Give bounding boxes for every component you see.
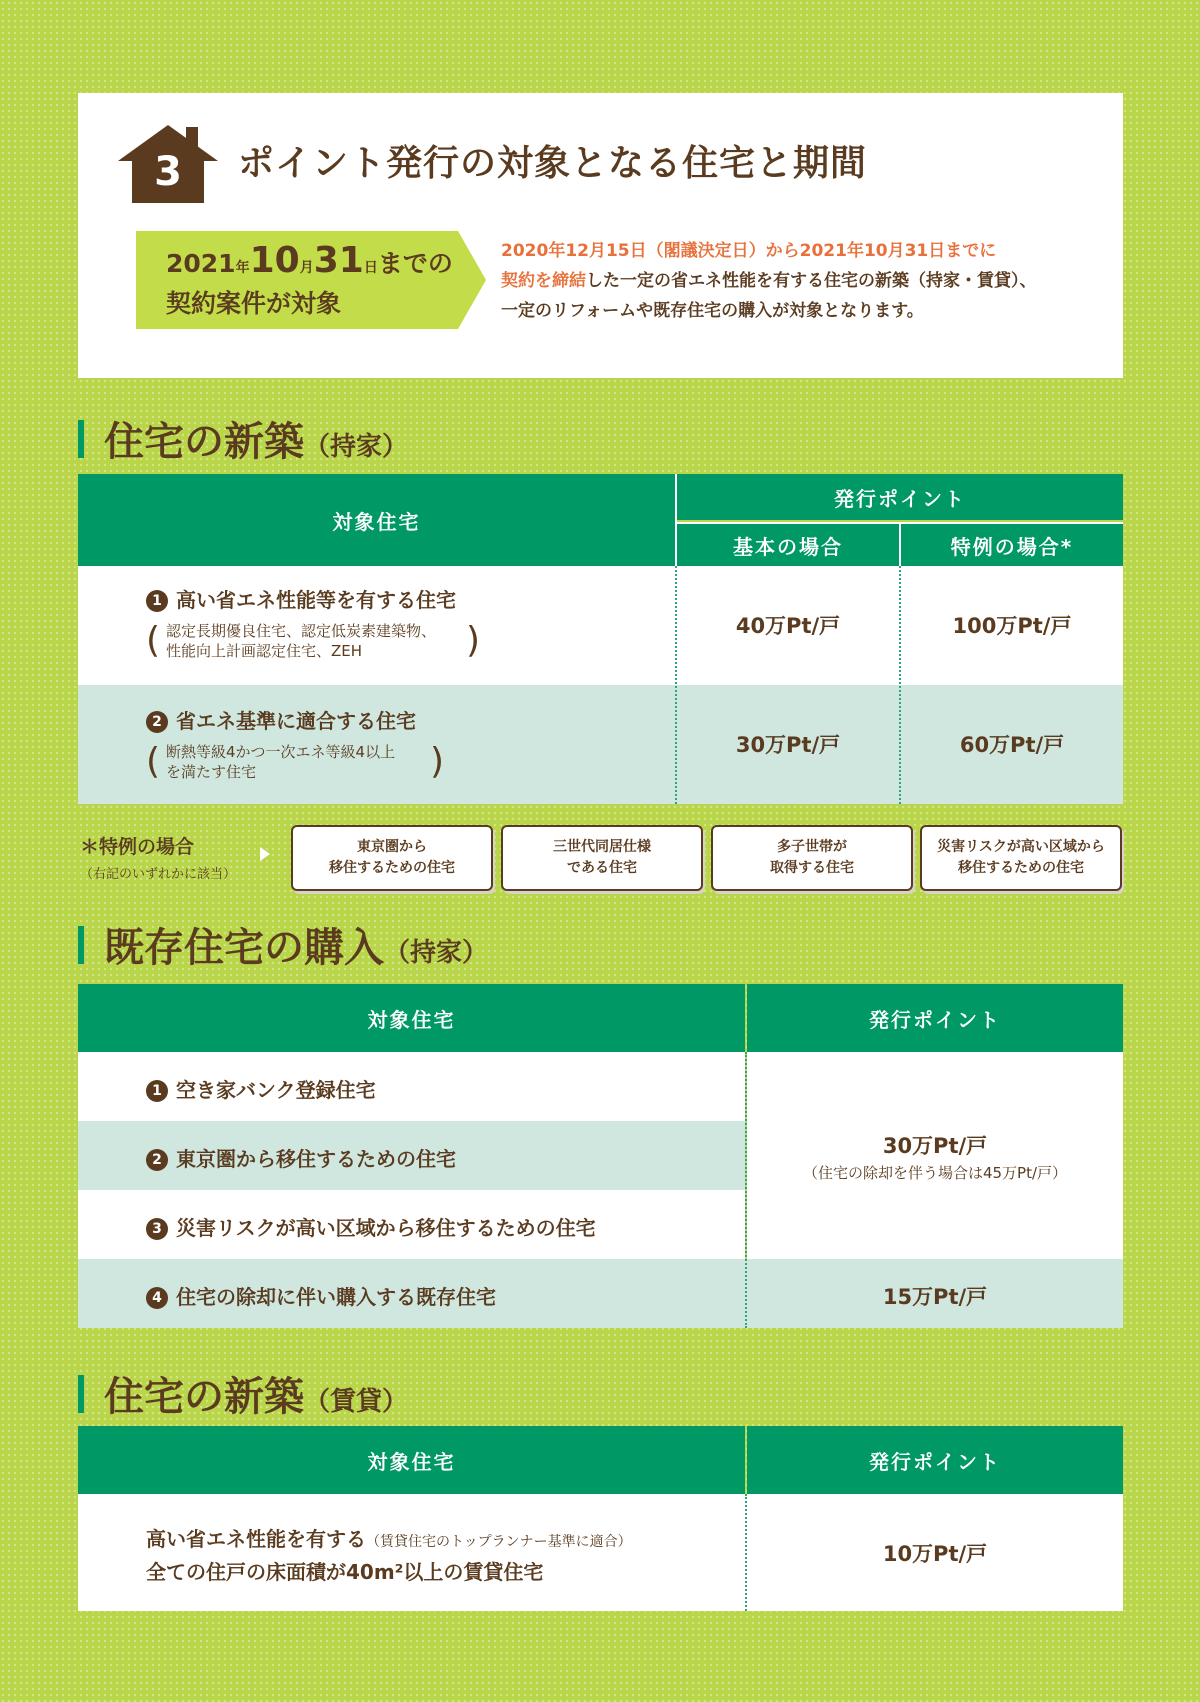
row-note-2: 性能向上計画認定住宅、ZEH — [166, 642, 363, 660]
special-case-item: 多子世帯が 取得する住宅 — [711, 825, 913, 891]
deadline-year: 2021 — [166, 249, 236, 278]
table-new-rental — [78, 1426, 1123, 1611]
special-case-item: 三世代同居仕様 である住宅 — [501, 825, 703, 891]
special-label: ＊特例の場合 — [80, 836, 195, 858]
deadline-day-unit: 日 — [363, 260, 378, 276]
header-basic: 基本の場合 — [677, 522, 899, 566]
header-points: 発行ポイント — [747, 1426, 1123, 1494]
intro-description — [501, 236, 1101, 326]
special-sublabel: （右記のいずれかに該当） — [80, 867, 237, 882]
intro-box — [78, 93, 1123, 378]
points-special: 60万Pt/戸 — [959, 733, 1065, 757]
table-new-owned — [78, 474, 1123, 804]
paren-close: ) — [466, 620, 481, 661]
paren-open: ( — [146, 620, 161, 661]
section-title: 既存住宅の購入 — [104, 925, 384, 971]
table-row — [78, 1121, 745, 1190]
triangle-right-icon — [260, 847, 270, 861]
row-note-1: 断熱等級4かつ一次エネ等級4以上 — [166, 743, 396, 761]
deadline-line2: 契約案件が対象 — [166, 289, 342, 318]
header-points: 発行ポイント — [747, 984, 1123, 1052]
header-target: 対象住宅 — [78, 1426, 745, 1494]
section-title: 住宅の新築 — [104, 419, 304, 465]
deadline-month: 10 — [249, 240, 300, 281]
house-icon — [118, 123, 218, 203]
paren-open: ( — [146, 741, 161, 782]
deadline-year-unit: 年 — [235, 260, 250, 276]
section-heading-new-owned — [78, 410, 408, 467]
table-row — [78, 566, 1123, 685]
desc-highlight-2: 契約を締結 — [501, 271, 586, 291]
special-case-item: 東京圏から 移住するための住宅 — [291, 825, 493, 891]
points-merged-cell — [747, 1052, 1123, 1259]
points-main: 30万Pt/戸 — [882, 1134, 988, 1158]
rental-line-1: 高い省エネ性能を有する — [146, 1527, 366, 1551]
page-title: ポイント発行の対象となる住宅と期間 — [238, 143, 868, 184]
deadline-tail: までの — [377, 249, 453, 278]
special-case-label — [80, 832, 236, 882]
row-label: 東京圏から移住するための住宅 — [176, 1147, 456, 1171]
row-note-1: 認定長期優良住宅、認定低炭素建築物、 — [166, 622, 437, 640]
rental-line-2: 全ての住戸の床面積が40m²以上の賃貸住宅 — [146, 1560, 544, 1584]
section-heading-existing-purchase — [78, 916, 488, 973]
row-label: 高い省エネ性能等を有する住宅 — [176, 588, 456, 612]
row-number: 3 — [146, 1218, 168, 1240]
deadline-badge — [136, 231, 486, 329]
table-row — [78, 1190, 745, 1259]
table-row — [78, 1259, 1123, 1328]
header-points: 発行ポイント — [677, 474, 1123, 520]
row-note-2: を満たす住宅 — [166, 763, 257, 781]
special-case-item: 災害リスクが高い区域から 移住するための住宅 — [920, 825, 1122, 891]
section-subtitle: （持家） — [384, 938, 489, 968]
table-existing-purchase — [78, 984, 1123, 1328]
points-main-note: （住宅の除却を伴う場合は45万Pt/戸） — [802, 1164, 1068, 1182]
desc-line-3: 一定のリフォームや既存住宅の購入が対象となります。 — [501, 301, 924, 321]
section-title: 住宅の新築 — [104, 1374, 304, 1420]
row-number: 2 — [146, 1149, 168, 1171]
table-row — [78, 685, 1123, 804]
rental-line-1-note: （賃貸住宅のトップランナー基準に適合） — [366, 1534, 632, 1550]
header-target: 対象住宅 — [78, 474, 675, 566]
points-last: 15万Pt/戸 — [882, 1285, 988, 1309]
section-number: 3 — [154, 149, 182, 195]
section-heading-new-rental — [78, 1365, 408, 1422]
paren-close: ) — [430, 741, 445, 782]
header-target: 対象住宅 — [78, 984, 745, 1052]
row-label: 住宅の除却に伴い購入する既存住宅 — [176, 1285, 496, 1309]
deadline-day: 31 — [313, 240, 364, 281]
row-label: 災害リスクが高い区域から移住するための住宅 — [176, 1216, 596, 1240]
row-label: 省エネ基準に適合する住宅 — [176, 709, 416, 733]
points-rental: 10万Pt/戸 — [882, 1542, 988, 1566]
header-special: 特例の場合* — [901, 522, 1123, 566]
row-number: 4 — [146, 1287, 168, 1309]
points-special: 100万Pt/戸 — [952, 614, 1072, 638]
row-number: 2 — [146, 711, 168, 733]
row-label: 空き家バンク登録住宅 — [176, 1078, 376, 1102]
points-basic: 40万Pt/戸 — [735, 614, 841, 638]
row-number: 1 — [146, 590, 168, 612]
row-number: 1 — [146, 1080, 168, 1102]
deadline-month-unit: 月 — [299, 260, 314, 276]
section-subtitle: （賃貸） — [304, 1387, 409, 1417]
table-row — [78, 1494, 1123, 1611]
points-basic: 30万Pt/戸 — [735, 733, 841, 757]
section-subtitle: （持家） — [304, 432, 409, 462]
table-row — [78, 1052, 745, 1121]
desc-rest-2: した一定の省エネ性能を有する住宅の新築（持家・賃貸）、 — [586, 271, 1037, 291]
desc-line-1: 2020年12月15日（閣議決定日）から2021年10月31日までに — [501, 241, 997, 261]
